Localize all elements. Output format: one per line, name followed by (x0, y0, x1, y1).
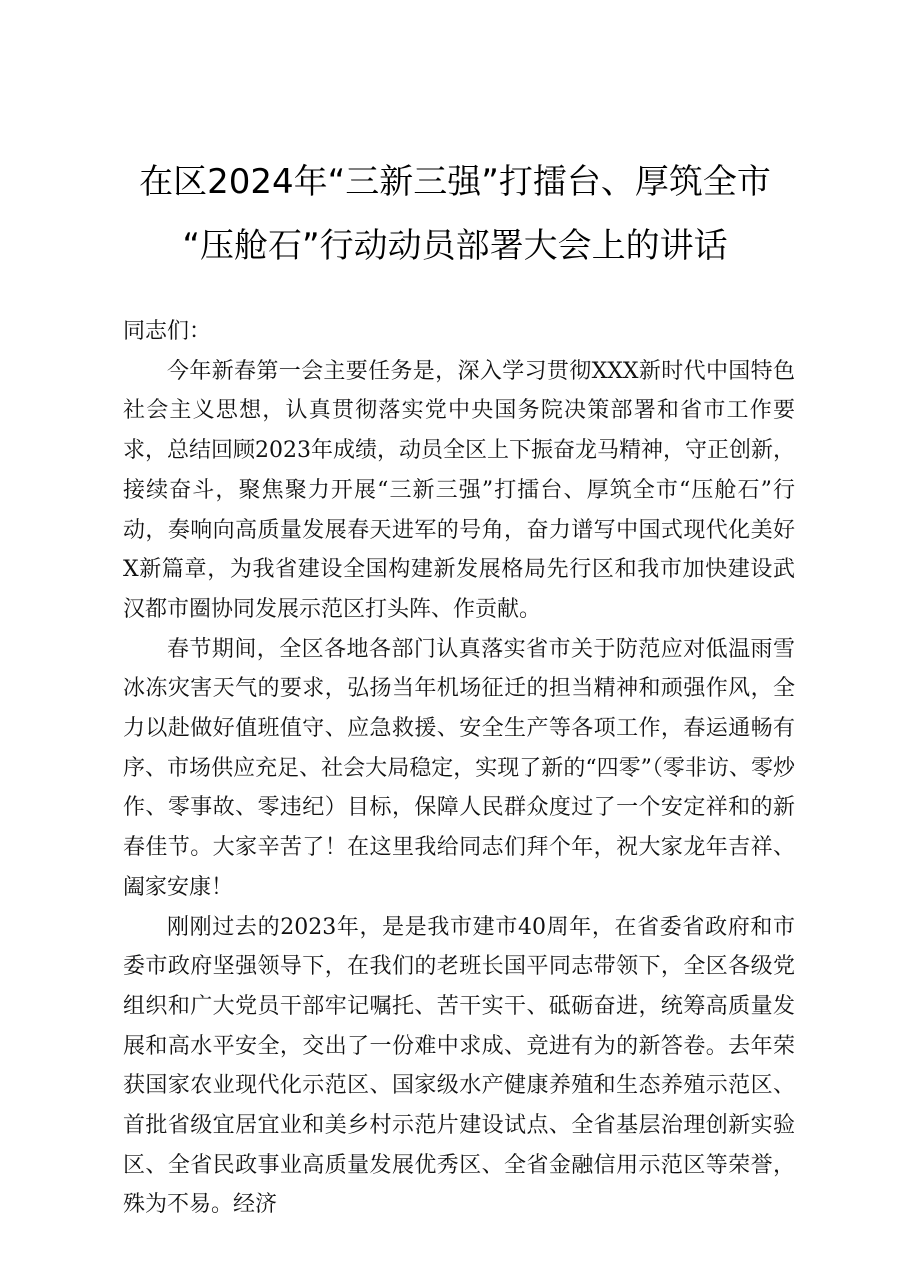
paragraph-2: 春节期间，全区各地各部门认真落实省市关于防范应对低温雨雪冰冻灾害天气的要求，弘扬当年机场征迁的担当精神和顽强作风，全力以赴做好值班值守、应急救援、安全生产等各项工作，春运通畅有序、市场供应充足、社会大局稳定，实现了新的“四零”（零非访、零炒作、零事故、零违纪）目标，保障人民群众度过了一个安定祥和的新春佳节。大家辛苦了！在这里我给同志们拜个年，祝大家龙年吉祥、阖家安康！ (123, 636, 795, 900)
title-line-1: 在区2024年“三新三强”打擂台、厚筑全市 (139, 162, 771, 202)
title-line-2: “压舱石”行动动员部署大会上的讲话 (182, 226, 728, 266)
paragraph-1: 今年新春第一会主要任务是，深入学习贯彻XXX新时代中国特色社会主义思想，认真贯彻落实党中央国务院决策部署和省市工作要求，总结回顾2023年成绩，动员全区上下振奋龙马精神，守正创新，接续奋斗，聚焦聚力开展“三新三强”打擂台、厚筑全市“压舱石”行动，奏响向高质量发展春天进军的号角，奋力谱写中国式现代化美好X新篇章，为我省建设全国构建新发展格局先行区和我市加快建设武汉都市圈协同发展示范区打头阵、作贡献。 (123, 358, 795, 622)
document-body (123, 312, 795, 1225)
paragraph-3: 刚刚过去的2023年，是是我市建市40周年，在省委省政府和市委市政府坚强领导下，在我们的老班长国平同志带领下，全区各级党组织和广大党员干部牢记嘱托、苦干实干、砥砺奋进，统筹高质量发展和高水平安全，交出了一份难中求成、竞进有为的新答卷。去年荣获国家农业现代化示范区、国家级水产健康养殖和生态养殖示范区、首批省级宜居宜业和美乡村示范片建设试点、全省基层治理创新实验区、全省民政事业高质量发展优秀区、全省金融信用示范区等荣誉，殊为不易。经济 (123, 914, 795, 1218)
salutation: 同志们： (123, 319, 212, 344)
document-title (95, 150, 815, 278)
